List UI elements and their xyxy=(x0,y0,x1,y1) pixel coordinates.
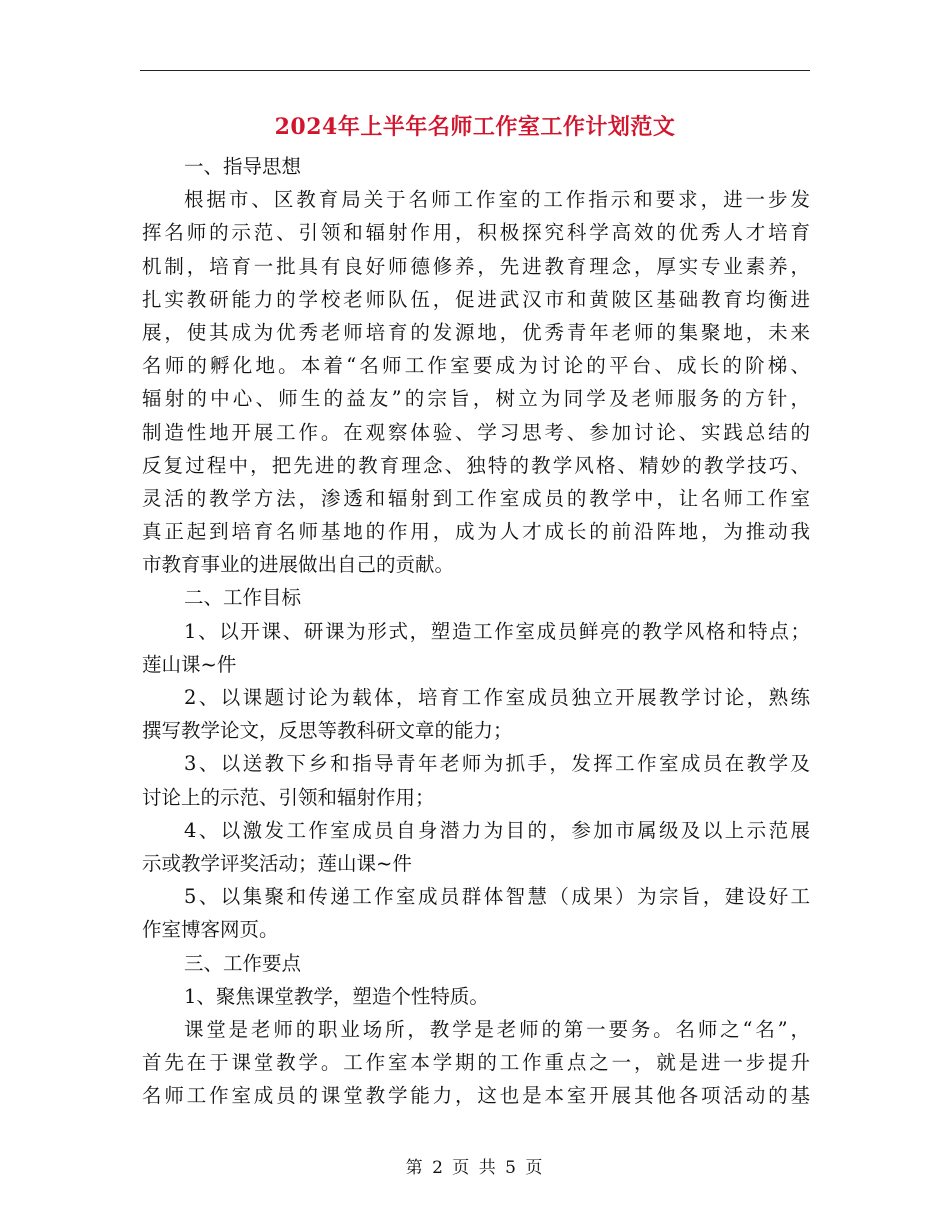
paragraph-line: 真正起到培育名师基地的作用，成为人才成长的前沿阵地，为推动我 xyxy=(142,520,810,544)
subsection-heading: 1、聚焦课堂教学，塑造个性特质。 xyxy=(184,984,489,1008)
list-item-line: 莲山课~件 xyxy=(142,652,237,676)
paragraph-line: 灵活的教学方法，渗透和辐射到工作室成员的教学中，让名师工作室 xyxy=(142,486,810,510)
list-item-line: 1、以开课、研课为形式，塑造工作室成员鲜亮的教学风格和特点； xyxy=(184,619,810,643)
section-heading: 二、工作目标 xyxy=(184,586,302,610)
paragraph-line: 名师工作室成员的课堂教学能力，这也是本室开展其他各项活动的基 xyxy=(142,1084,810,1108)
paragraph-line: 挥名师的示范、引领和辐射作用，积极探究科学高效的优秀人才培育 xyxy=(142,221,810,245)
document-title: 2024年上半年名师工作室工作计划范文 xyxy=(274,114,676,140)
paragraph-line: 机制，培育一批具有良好师德修养，先进教育理念，厚实专业素养， xyxy=(142,254,810,278)
page-number-footer: 第 2 页 共 5 页 xyxy=(405,1158,545,1178)
list-item-line: 讨论上的示范、引领和辐射作用； xyxy=(142,785,435,809)
section-heading: 一、指导思想 xyxy=(184,155,302,178)
paragraph-line: 制造性地开展工作。在观察体验、学习思考、参加讨论、实践总结的 xyxy=(142,420,810,444)
list-item-line: 2、以课题讨论为载体，培育工作室成员独立开展教学讨论，熟练 xyxy=(184,686,810,709)
paragraph-line: 首先在于课堂教学。工作室本学期的工作重点之一，就是进一步提升 xyxy=(142,1051,810,1075)
paragraph-line: 课堂是老师的职业场所，教学是老师的第一要务。名师之“名”， xyxy=(184,1017,810,1041)
list-item-line: 5、以集聚和传递工作室成员群体智慧（成果）为宗旨，建设好工 xyxy=(184,885,810,909)
paragraph-line: 根据市、区教育局关于名师工作室的工作指示和要求，进一步发 xyxy=(184,188,810,212)
paragraph-line: 市教育事业的进展做出自己的贡献。 xyxy=(142,553,455,577)
list-item-line: 4、以激发工作室成员自身潜力为目的，参加市属级及以上示范展 xyxy=(184,818,810,842)
paragraph-line: 扎实教研能力的学校老师队伍，促进武汉市和黄陂区基础教育均衡进 xyxy=(142,287,810,311)
list-item-line: 作室博客网页。 xyxy=(142,918,279,942)
list-item-line: 撰写教学论文，反思等教科研文章的能力； xyxy=(142,719,513,743)
document-body xyxy=(142,150,812,1112)
list-item-line: 示或教学评奖活动；莲山课~件 xyxy=(142,851,412,875)
paragraph-line: 反复过程中，把先进的教育理念、独特的教学风格、精妙的教学技巧、 xyxy=(142,453,810,477)
paragraph-line: 名师的孵化地。本着“名师工作室要成为讨论的平台、成长的阶梯、 xyxy=(142,354,810,378)
paragraph-line: 辐射的中心、师生的益友”的宗旨，树立为同学及老师服务的方针， xyxy=(142,387,810,411)
section-heading: 三、工作要点 xyxy=(184,951,302,975)
list-item-line: 3、以送教下乡和指导青年老师为抓手，发挥工作室成员在教学及 xyxy=(184,752,810,776)
header-rule xyxy=(140,70,810,71)
paragraph-line: 展，使其成为优秀老师培育的发源地，优秀青年老师的集聚地，未来 xyxy=(142,320,810,344)
